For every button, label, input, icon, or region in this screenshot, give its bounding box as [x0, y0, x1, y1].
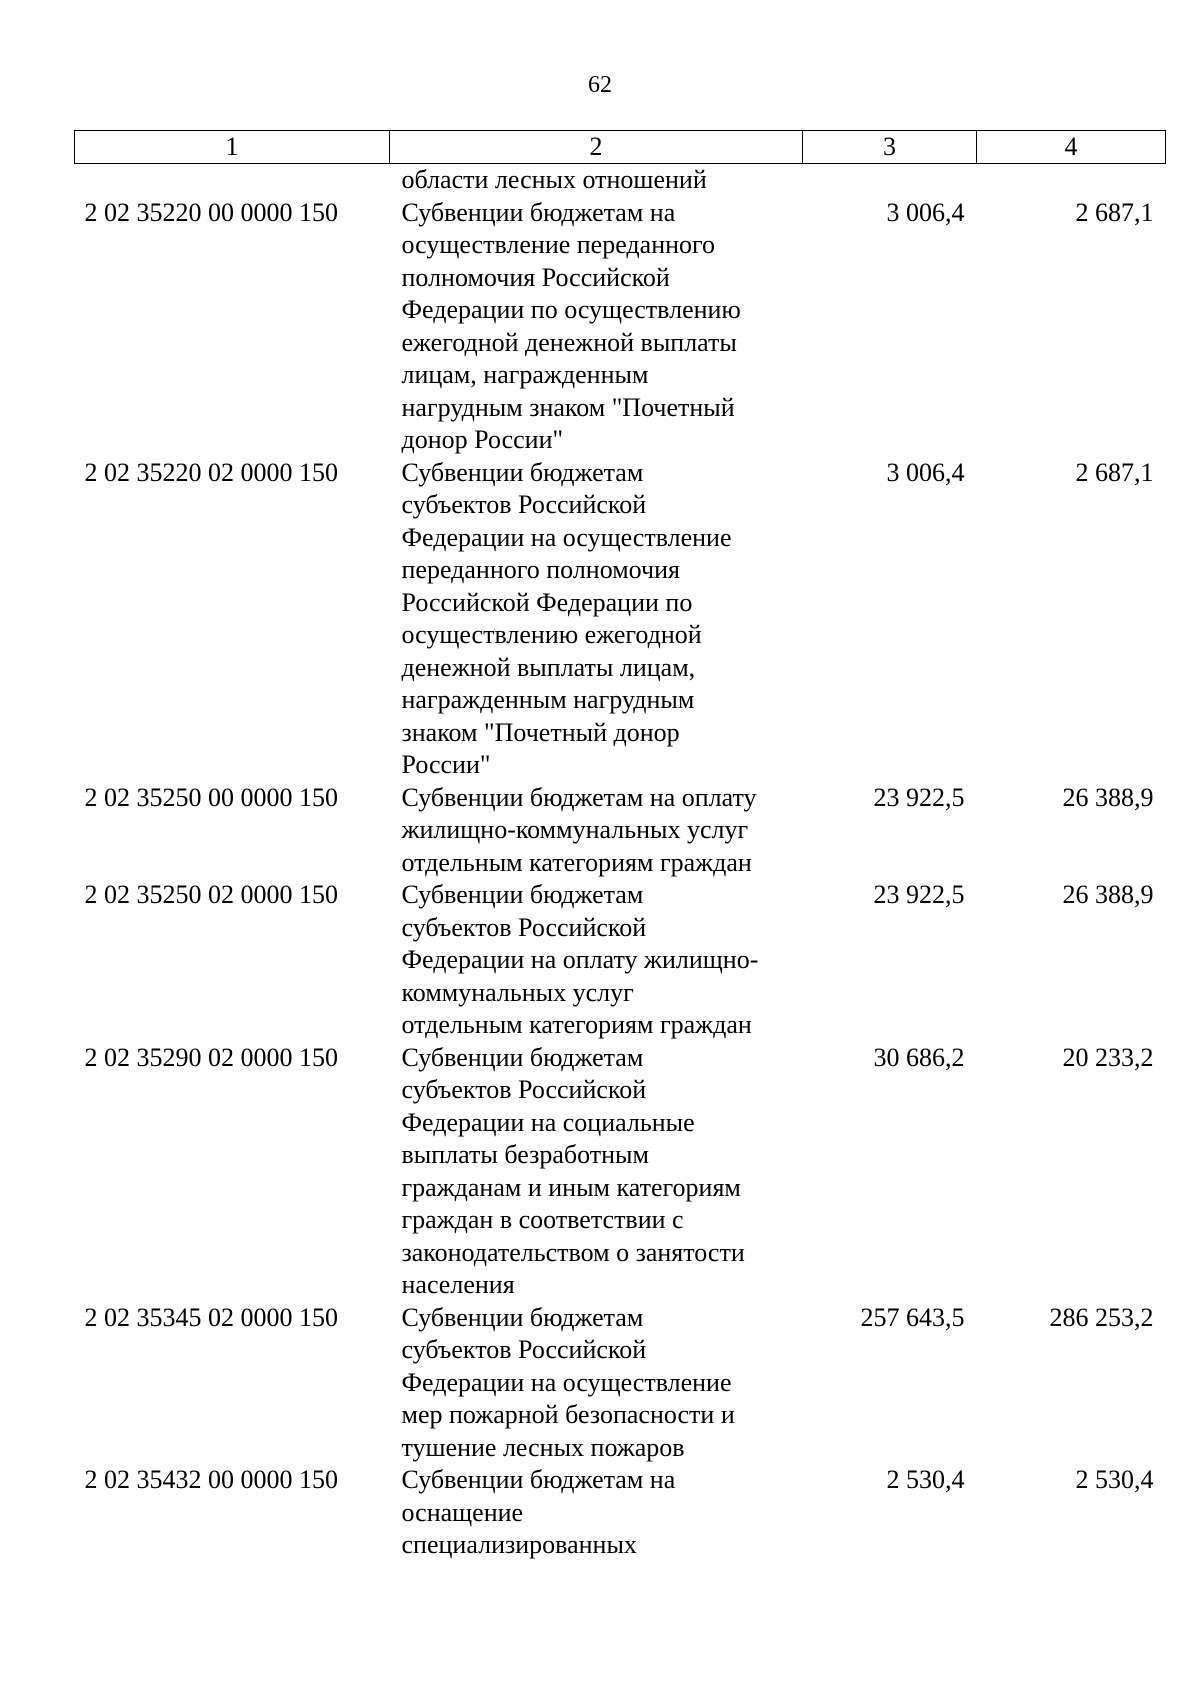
- amount-col-3-cell: 257 643,5: [860, 1302, 965, 1332]
- description-line: Российской Федерации по: [401, 587, 693, 617]
- description-line: полномочия Российской: [401, 262, 670, 292]
- description-line: оснащение: [401, 1497, 524, 1527]
- header-col-1: 1: [75, 131, 390, 164]
- description-line: нагрудным знаком "Почетный: [401, 392, 735, 422]
- description-cell: [390, 782, 803, 880]
- amount-col-3-cell: 23 922,5: [873, 782, 965, 812]
- description-line: гражданам и иным категориям: [401, 1172, 741, 1202]
- budget-code-cell: 2 02 35432 00 0000 150: [84, 1465, 338, 1494]
- description-line: области лесных отношений: [401, 165, 707, 194]
- amount-col-3-cell: [803, 164, 977, 197]
- table-row: [75, 782, 1166, 880]
- description-cell: [390, 197, 803, 457]
- description-line: субъектов Российской: [401, 1075, 647, 1104]
- budget-code-cell: 2 02 35250 00 0000 150: [84, 782, 338, 812]
- description-line: мер пожарной безопасности и: [401, 1400, 735, 1429]
- description-cell: [390, 879, 803, 1042]
- description-line: ежегодной денежной выплаты: [401, 327, 737, 357]
- description-line: переданного полномочия: [401, 555, 680, 584]
- description-line: Федерации на осуществление: [401, 522, 732, 552]
- description-line: граждан в соответствии с: [401, 1205, 684, 1234]
- description-line: Субвенции бюджетам на оплату: [401, 782, 757, 812]
- table-row: [75, 457, 1166, 782]
- description-line: населения: [401, 1270, 515, 1299]
- amount-col-4-cell: 286 253,2: [1049, 1302, 1154, 1332]
- amount-col-3-cell: 3 006,4: [886, 197, 965, 227]
- description-line: Субвенции бюджетам на: [401, 197, 676, 227]
- page-number: 62: [588, 72, 612, 98]
- header-col-3: 3: [803, 131, 977, 164]
- table-row: [75, 879, 1166, 1042]
- description-line: Федерации на социальные: [401, 1107, 695, 1137]
- amount-col-4-cell: 2 687,1: [1075, 197, 1154, 227]
- description-line: отдельным категориям граждан: [401, 847, 752, 877]
- description-line: награжденным нагрудным: [401, 685, 695, 714]
- description-cell: [390, 1042, 803, 1302]
- description-line: выплаты безработным: [401, 1140, 649, 1169]
- description-line: Федерации на оплату жилищно-: [401, 945, 759, 974]
- amount-col-3-cell: 30 686,2: [873, 1042, 965, 1072]
- description-line: коммунальных услуг: [401, 977, 634, 1007]
- description-cell: [390, 164, 803, 197]
- description-line: осуществление переданного: [401, 230, 716, 259]
- description-line: России": [401, 750, 491, 779]
- description-line: Субвенции бюджетам на: [401, 1465, 676, 1494]
- header-col-2: 2: [390, 131, 803, 164]
- budget-code-cell: 2 02 35220 02 0000 150: [84, 457, 338, 487]
- budget-code-cell: 2 02 35220 00 0000 150: [84, 197, 338, 227]
- budget-code-cell: 2 02 35250 02 0000 150: [84, 880, 338, 909]
- description-line: отдельным категориям граждан: [401, 1010, 752, 1039]
- amount-col-3-cell: 23 922,5: [873, 880, 965, 909]
- amount-col-4-cell: 2 687,1: [1075, 457, 1154, 487]
- table-body: [75, 164, 1166, 1562]
- description-line: субъектов Российской: [401, 1335, 647, 1364]
- description-line: Субвенции бюджетам: [401, 457, 644, 487]
- table-header: [75, 131, 1166, 164]
- description-line: жилищно-коммунальных услуг: [401, 815, 749, 844]
- description-cell: [390, 1302, 803, 1465]
- budget-code-cell: 2 02 35290 02 0000 150: [84, 1042, 338, 1072]
- description-line: специализированных: [401, 1530, 637, 1559]
- table-row: [75, 1302, 1166, 1465]
- amount-col-4-cell: 20 233,2: [1062, 1042, 1154, 1072]
- description-line: Субвенции бюджетам: [401, 880, 644, 909]
- description-line: субъектов Российской: [401, 912, 647, 942]
- amount-col-3-cell: 3 006,4: [886, 457, 965, 487]
- description-line: Федерации на осуществление: [401, 1367, 732, 1397]
- budget-code-cell: [75, 164, 390, 197]
- budget-table: [74, 130, 1166, 1562]
- description-line: субъектов Российской: [401, 490, 647, 519]
- description-line: законодательством о занятости: [401, 1237, 745, 1267]
- amount-col-4-cell: 2 530,4: [1075, 1465, 1154, 1494]
- description-line: денежной выплаты лицам,: [401, 652, 696, 682]
- description-line: знаком "Почетный донор: [401, 717, 680, 747]
- description-line: осуществлению ежегодной: [401, 620, 702, 649]
- header-col-4: 4: [977, 131, 1166, 164]
- amount-col-4-cell: [977, 164, 1166, 197]
- description-line: донор России": [401, 425, 564, 454]
- table-row: [75, 1042, 1166, 1302]
- amount-col-4-cell: 26 388,9: [1062, 880, 1154, 909]
- description-line: лицам, награжденным: [401, 360, 649, 389]
- description-line: Федерации по осуществлению: [401, 295, 741, 324]
- amount-col-4-cell: 26 388,9: [1062, 782, 1154, 812]
- table-row: [75, 197, 1166, 457]
- description-cell: [390, 457, 803, 782]
- description-line: Субвенции бюджетам: [401, 1302, 644, 1332]
- budget-code-cell: 2 02 35345 02 0000 150: [84, 1302, 338, 1332]
- description-line: тушение лесных пожаров: [401, 1432, 685, 1462]
- description-cell: [390, 1464, 803, 1562]
- header-row: [75, 131, 1166, 164]
- table-row: [75, 1464, 1166, 1562]
- amount-col-3-cell: 2 530,4: [886, 1465, 965, 1494]
- description-line: Субвенции бюджетам: [401, 1042, 644, 1072]
- table-row: [75, 164, 1166, 197]
